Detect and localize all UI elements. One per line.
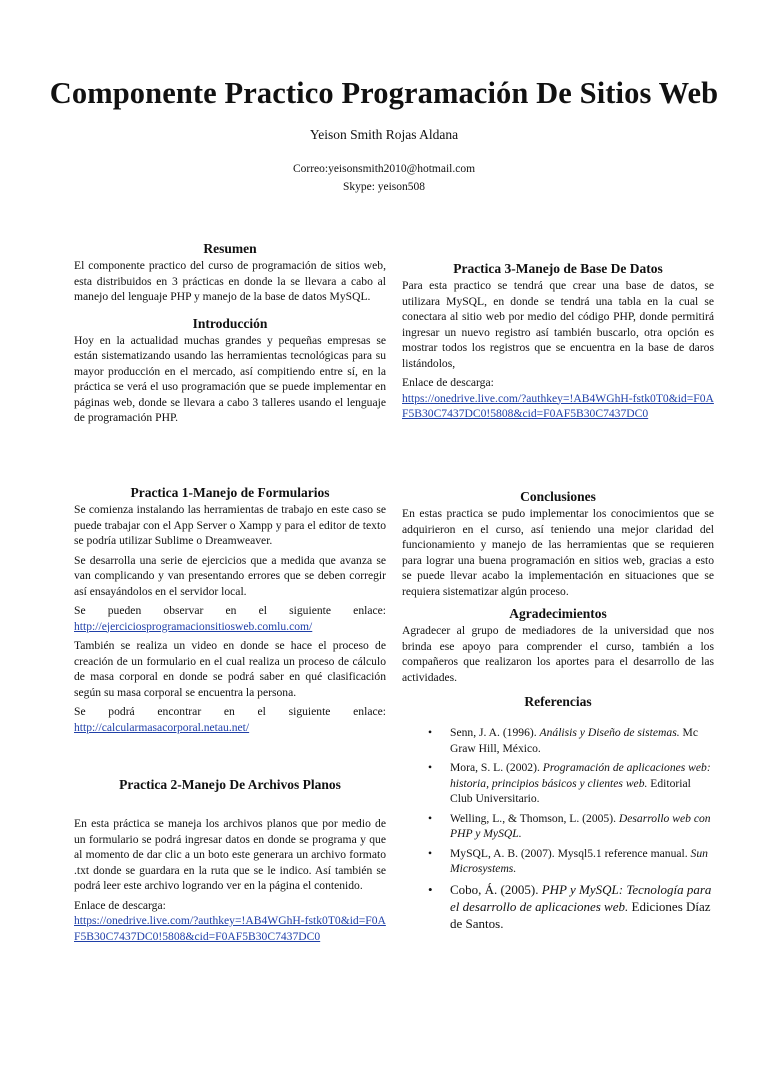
reference-item: • Mora, S. L. (2002). Programación de aplicaciones web: historia, principios básicos y clientes web. Editorial Club Universitario.	[428, 761, 711, 805]
conclusiones-section	[402, 488, 714, 936]
agradecimientos-text: Agradecer al grupo de mediadores de la universidad que nos brinda ese apoyo para comprender el curso, también a los compañeros que realizaron los aportes para el desarrollo de las actividades.	[402, 624, 714, 684]
reference-item: • Welling, L., & Thomson, L. (2005). Desarrollo web con PHP y MySQL.	[428, 811, 711, 840]
section-title-conclusiones: Conclusiones	[520, 489, 596, 504]
practica2-section	[74, 776, 386, 944]
section-title-practica1: Practica 1-Manejo de Formularios	[130, 485, 330, 500]
introduccion-text: Hoy en la actualidad muchas grandes y pequeñas empresas se están sistematizando usando las herramientas tecnológicas para su mayor producción en el mercado, así compitiendo entre sí, en la práctica se verá el uso programación que se puede implementar en páginas web, donde se llevara a cabo 3 talleres usando el lenguaje de programación PHP.	[74, 333, 386, 424]
practica3-paragraph-1: Para esta practico se tendrá que crear una base de datos, se utilizara MySQL, en donde se tendrá una tabla en la cual se conectara al sitio web por medio del código PHP, donde permitirá ingresar un nuevo registro así también buscarlo, otra opción es mostrar todos los registros que se encuentra en la base de daros listándolos,	[402, 279, 714, 370]
resumen-text: El componente practico del curso de programación de sitios web, esta distribuidos en 3 prácticas en donde la se llevara a cabo al manejo del lenguaje PHP y manejo de la base de datos MySQL.	[74, 259, 386, 303]
reference-item: • Cobo, Á. (2005). PHP y MySQL: Tecnología para el desarrollo de aplicaciones web. Ediciones Díaz de Santos.	[428, 881, 712, 931]
practica1-link-masa-corporal[interactable]: http://calcularmasacorporal.netau.net/	[74, 720, 250, 734]
practica2-paragraph-1: En esta práctica se maneja los archivos planos que por medio de un formulario se podrá ingresar datos en donde se programa y que al momento de dar clic a un boto este generara un archivo formato .txt donde se guardara en la ruta que se le indico. Así también se podrá leer este archivo logrando ver en la página el contenido.	[74, 817, 386, 892]
left-column	[74, 240, 386, 426]
author-email: Correo:yeisonsmith2010@hotmail.com	[292, 163, 476, 175]
section-title-introduccion: Introducción	[192, 315, 268, 331]
references-list	[402, 725, 714, 932]
practica1-link-ejercicios[interactable]: http://ejerciciosprogramacionsitiosweb.comlu.com/	[74, 619, 313, 633]
author-name: Yeison Smith Rojas Aldana	[309, 127, 459, 142]
bullet-icon: •	[428, 846, 433, 860]
bullet-icon: •	[428, 811, 433, 825]
practica3-section	[402, 260, 714, 422]
conclusiones-text: En estas practica se pudo implementar los conocimientos que se adquirieron en el curso, así teniendo una mejor claridad del funcionamiento y manejo de las herramientas que se requieren para lograr una buena programación en sitios web, gracias a esto se puede llevar acabo la implementación en situaciones que se requiera sistematizar algún proceso.	[402, 507, 714, 598]
reference-item: • Senn, J. A. (1996). Análisis y Diseño de sistemas. Mc Graw Hill, México.	[428, 726, 698, 755]
practica1-section	[74, 484, 386, 735]
practica2-download-link[interactable]: https://onedrive.live.com/?authkey=!AB4WGhH-fstk0T0&id=F0AF5B30C7437DC0!5808&cid=F0AF5B30C7437DC0	[74, 914, 386, 943]
section-title-resumen: Resumen	[203, 241, 257, 256]
bullet-icon: •	[428, 761, 433, 774]
bullet-icon: •	[428, 881, 433, 897]
practica2-download-label: Enlace de descarga:	[74, 898, 166, 912]
practica1-paragraph-1: Se comienza instalando las herramientas de trabajo en este caso se puede trabajar con el App Server o Xampp y para el editor de texto se podría utilizar Sublime o Dreamweaver.	[74, 503, 386, 547]
practica3-download-link[interactable]: https://onedrive.live.com/?authkey=!AB4WGhH-fstk0T0&id=F0AF5B30C7437DC0!5808&cid=F0AF5B30C7437DC0	[402, 391, 714, 420]
section-title-practica2: Practica 2-Manejo De Archivos Planos	[119, 777, 341, 792]
practica1-paragraph-4: También se realiza un video en donde se hace el proceso de creación de un formulario en el cual realiza un proceso de cálculo de masa corporal en donde se podrá saber en qué clasificación según su masa corporal se encuentra la persona.	[74, 639, 386, 699]
section-title-practica3: Practica 3-Manejo de Base De Datos	[453, 261, 663, 276]
reference-item: • MySQL, A. B. (2007). Mysql5.1 reference manual. Sun Microsystems.	[428, 846, 708, 875]
bullet-icon: •	[428, 726, 433, 739]
practica1-paragraph-5: Se podrá encontrar en el siguiente enlace:	[74, 705, 386, 718]
paper-title: Componente Practico Programación De Sitios Web	[49, 76, 719, 110]
section-title-agradecimientos: Agradecimientos	[509, 606, 607, 621]
practica1-paragraph-3: Se pueden observar en el siguiente enlace:	[74, 604, 386, 617]
practica3-download-label: Enlace de descarga:	[402, 376, 494, 389]
author-skype: Skype: yeison508	[342, 181, 426, 193]
section-title-referencias: Referencias	[524, 694, 592, 709]
practica1-paragraph-2: Se desarrolla una serie de ejercicios que a medida que avanza se van complicando y van presentando errores que se deben corregir así ensayándolos en el servidor local.	[74, 553, 386, 598]
